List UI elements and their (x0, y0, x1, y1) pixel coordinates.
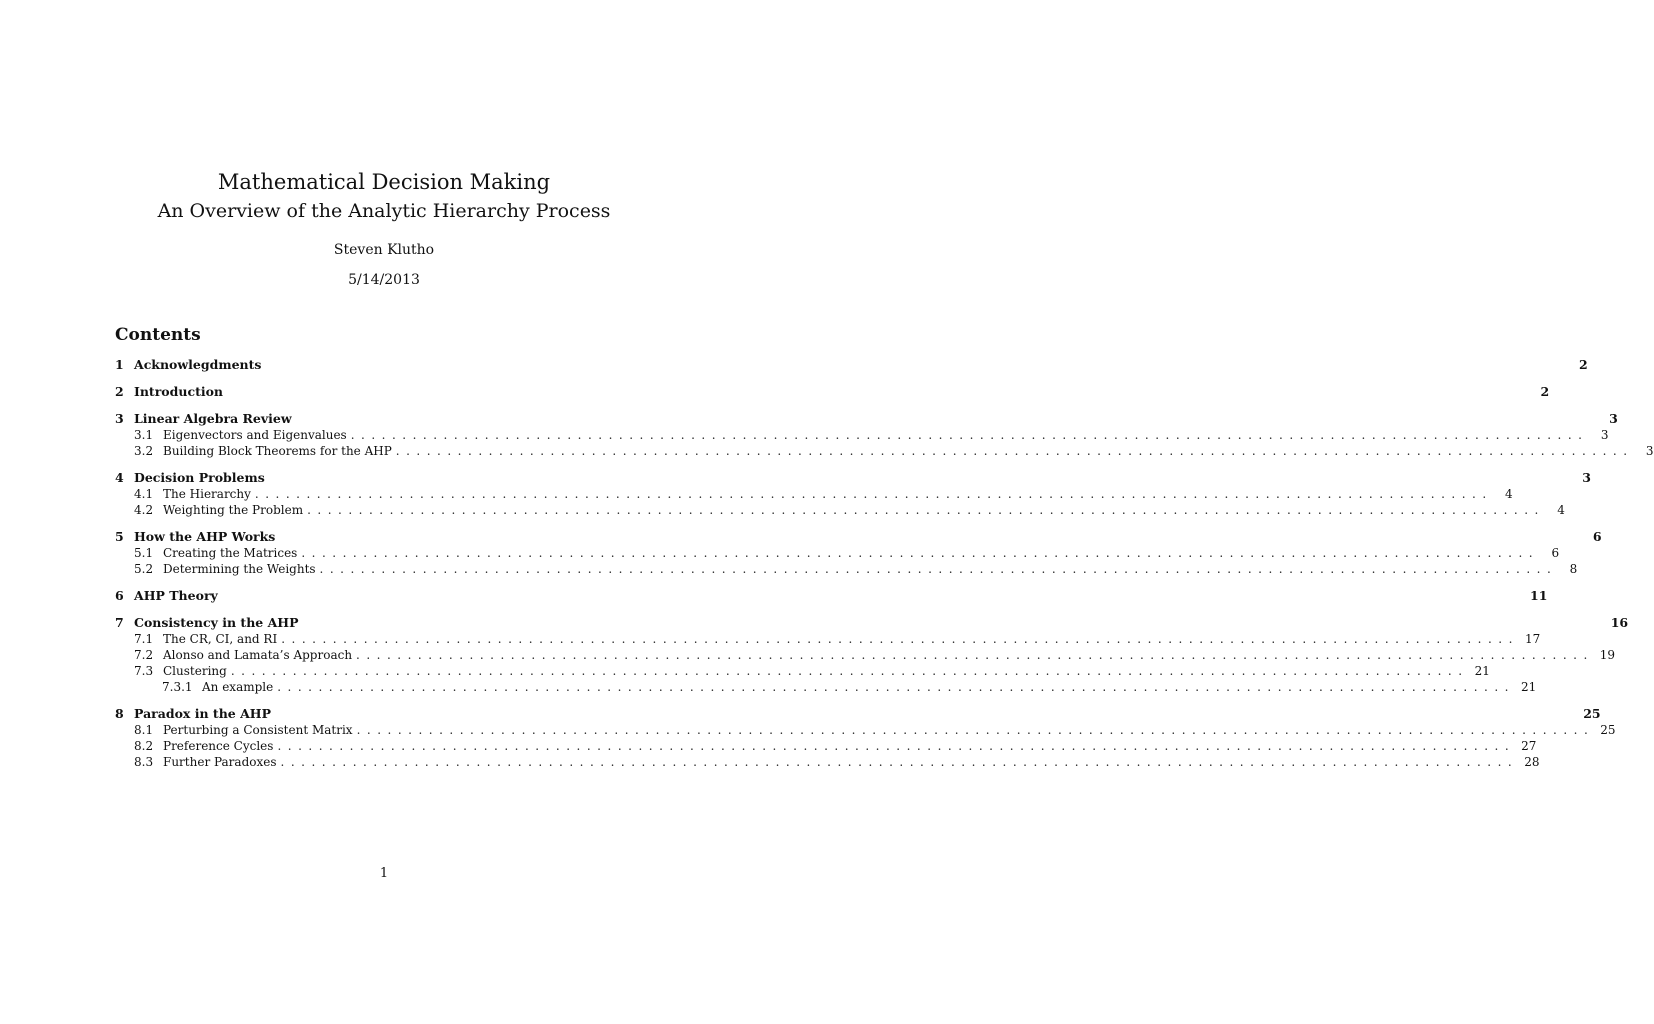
toc-entry-title: Introduction (134, 384, 224, 399)
toc-subsection-entry[interactable] (115, 486, 1513, 502)
toc-section (115, 588, 1548, 604)
toc-entry-page: 16 (1610, 615, 1629, 630)
toc-entry-page: 3 (1609, 411, 1618, 426)
toc-entry-number: 5.1 (134, 546, 154, 560)
toc-subsection-entry[interactable] (115, 663, 1490, 679)
toc-entry-number: 8 (115, 706, 124, 721)
document-title: Mathematical Decision Making (217, 170, 551, 194)
toc-entry-number: 7.3.1 (162, 680, 193, 694)
toc-entry-number: 7.1 (134, 632, 154, 646)
toc-section-entry[interactable] (115, 588, 1548, 604)
toc-section-entry[interactable] (115, 615, 1629, 631)
toc-entry-number: 8.2 (134, 739, 154, 753)
toc-entry-number: 4 (115, 470, 124, 485)
toc-entry-title: Determining the Weights (163, 562, 316, 576)
toc-section-entry[interactable] (115, 529, 1602, 545)
toc-dot-leader: ........................................................................................................................ (230, 664, 1469, 678)
toc-entry-page: 28 (1524, 755, 1540, 769)
toc-entry-page: 2 (1578, 357, 1588, 372)
toc-entry-number: 8.3 (134, 755, 154, 769)
toc-entry-number: 5.2 (134, 562, 154, 576)
toc-subsection-entry[interactable] (115, 754, 1540, 770)
toc-entry-page: 27 (1521, 739, 1537, 753)
toc-entry-number: 2 (115, 384, 124, 399)
toc-entry-title: The Hierarchy (163, 487, 251, 501)
toc-entry-page: 6 (1592, 529, 1602, 544)
toc-entry-page: 17 (1524, 632, 1541, 646)
toc-entry-title: Decision Problems (134, 470, 265, 485)
toc-entry-number: 5 (115, 529, 124, 544)
toc-subsection-entry[interactable] (115, 647, 1616, 663)
page-number: 1 (379, 866, 389, 881)
contents-heading: Contents (115, 325, 201, 345)
toc-dot-leader: ........................................................................................................................ (356, 648, 1594, 662)
toc-subsection-entry[interactable] (115, 502, 1565, 518)
toc-dot-leader: ........................................................................................................................ (356, 723, 1595, 737)
toc-section (115, 384, 1550, 400)
toc-entry-title: Preference Cycles (163, 739, 274, 753)
toc-subsubsection-entry[interactable] (115, 679, 1537, 695)
toc-list (115, 357, 1654, 770)
toc-subsection-entry[interactable] (115, 738, 1537, 754)
toc-entry-page: 2 (1540, 384, 1550, 399)
title-block (0, 168, 768, 289)
toc-entry-title: Linear Algebra Review (134, 411, 292, 426)
toc-entry-page: 25 (1583, 706, 1601, 721)
toc-entry-page: 4 (1505, 487, 1513, 501)
toc-entry-title: Weighting the Problem (163, 503, 304, 517)
toc-subsection-entry[interactable] (115, 443, 1654, 459)
toc-entry-title: The CR, CI, and RI (163, 632, 278, 646)
toc-entry-title: Paradox in the AHP (134, 706, 271, 721)
toc-entry-title: Acknowlegdments (134, 357, 262, 372)
toc-section-entry[interactable] (115, 357, 1588, 373)
toc-entry-number: 4.1 (134, 487, 154, 501)
toc-section (115, 470, 1591, 518)
toc-entry-page: 25 (1600, 723, 1616, 737)
toc-entry-title: Clustering (163, 664, 227, 678)
toc-entry-number: 7.3 (134, 664, 154, 678)
toc-entry-page: 19 (1599, 648, 1616, 662)
toc-entry-title: Alonso and Lamata’s Approach (163, 648, 353, 662)
toc-entry-title: Eigenvectors and Eigenvalues (163, 428, 347, 442)
toc-entry-page: 21 (1474, 664, 1490, 678)
toc-dot-leader: ........................................................................................................................ (301, 546, 1540, 560)
toc-dot-leader: ........................................................................................................................ (254, 487, 1493, 501)
toc-entry-number: 4.2 (134, 503, 154, 517)
toc-entry-page: 6 (1551, 546, 1560, 560)
toc-dot-leader: ........................................................................................................................ (395, 444, 1634, 458)
toc-entry-title: Further Paradoxes (163, 755, 277, 769)
toc-entry-title: AHP Theory (134, 588, 218, 603)
toc-entry-page: 11 (1530, 588, 1548, 603)
toc-entry-page: 3 (1582, 470, 1591, 485)
toc-entry-title: Perturbing a Consistent Matrix (163, 723, 353, 737)
toc-section-entry[interactable] (115, 706, 1601, 722)
toc-entry-page: 4 (1557, 503, 1565, 517)
toc-subsection-entry[interactable] (115, 631, 1541, 647)
toc-subsection-entry[interactable] (115, 427, 1609, 443)
toc-entry-number: 3.1 (134, 428, 154, 442)
table-of-contents (115, 323, 1654, 781)
toc-dot-leader: ........................................................................................................................ (277, 680, 1515, 694)
toc-entry-number: 3.2 (134, 444, 154, 458)
toc-entry-title: How the AHP Works (134, 529, 276, 544)
toc-section (115, 411, 1654, 459)
toc-entry-title: An example (202, 680, 274, 694)
toc-dot-leader: ........................................................................................................................ (277, 739, 1516, 753)
toc-entry-page: 3 (1645, 444, 1654, 458)
toc-subsection-entry[interactable] (115, 561, 1578, 577)
toc-entry-title: Building Block Theorems for the AHP (163, 444, 392, 458)
toc-section (115, 706, 1616, 770)
toc-dot-leader: ........................................................................................................................ (350, 428, 1589, 442)
toc-section (115, 615, 1629, 695)
toc-section-entry[interactable] (115, 411, 1618, 427)
toc-entry-number: 3 (115, 411, 124, 426)
toc-section (115, 357, 1588, 373)
document-subtitle: An Overview of the Analytic Hierarchy Process (157, 200, 611, 222)
toc-entry-title: Creating the Matrices (163, 546, 298, 560)
toc-subsection-entry[interactable] (115, 722, 1616, 738)
document-date: 5/14/2013 (348, 272, 420, 288)
toc-entry-page: 21 (1520, 680, 1537, 694)
toc-entry-number: 1 (115, 357, 124, 372)
toc-dot-leader: ........................................................................................................................ (281, 632, 1519, 646)
toc-entry-number: 7 (115, 615, 124, 630)
author-name: Steven Klutho (333, 242, 435, 258)
toc-section-entry[interactable] (115, 470, 1591, 486)
toc-dot-leader: ........................................................................................................................ (280, 755, 1519, 769)
toc-entry-title: Consistency in the AHP (134, 615, 299, 630)
toc-entry-number: 8.1 (134, 723, 154, 737)
toc-entry-number: 6 (115, 588, 124, 603)
toc-subsection-entry[interactable] (115, 545, 1560, 561)
toc-entry-page: 8 (1569, 562, 1578, 576)
toc-section (115, 529, 1602, 577)
toc-entry-page: 3 (1600, 428, 1609, 442)
toc-section-entry[interactable] (115, 384, 1550, 400)
toc-dot-leader: ........................................................................................................................ (319, 562, 1558, 576)
toc-entry-number: 7.2 (134, 648, 154, 662)
toc-dot-leader: ........................................................................................................................ (307, 503, 1545, 517)
